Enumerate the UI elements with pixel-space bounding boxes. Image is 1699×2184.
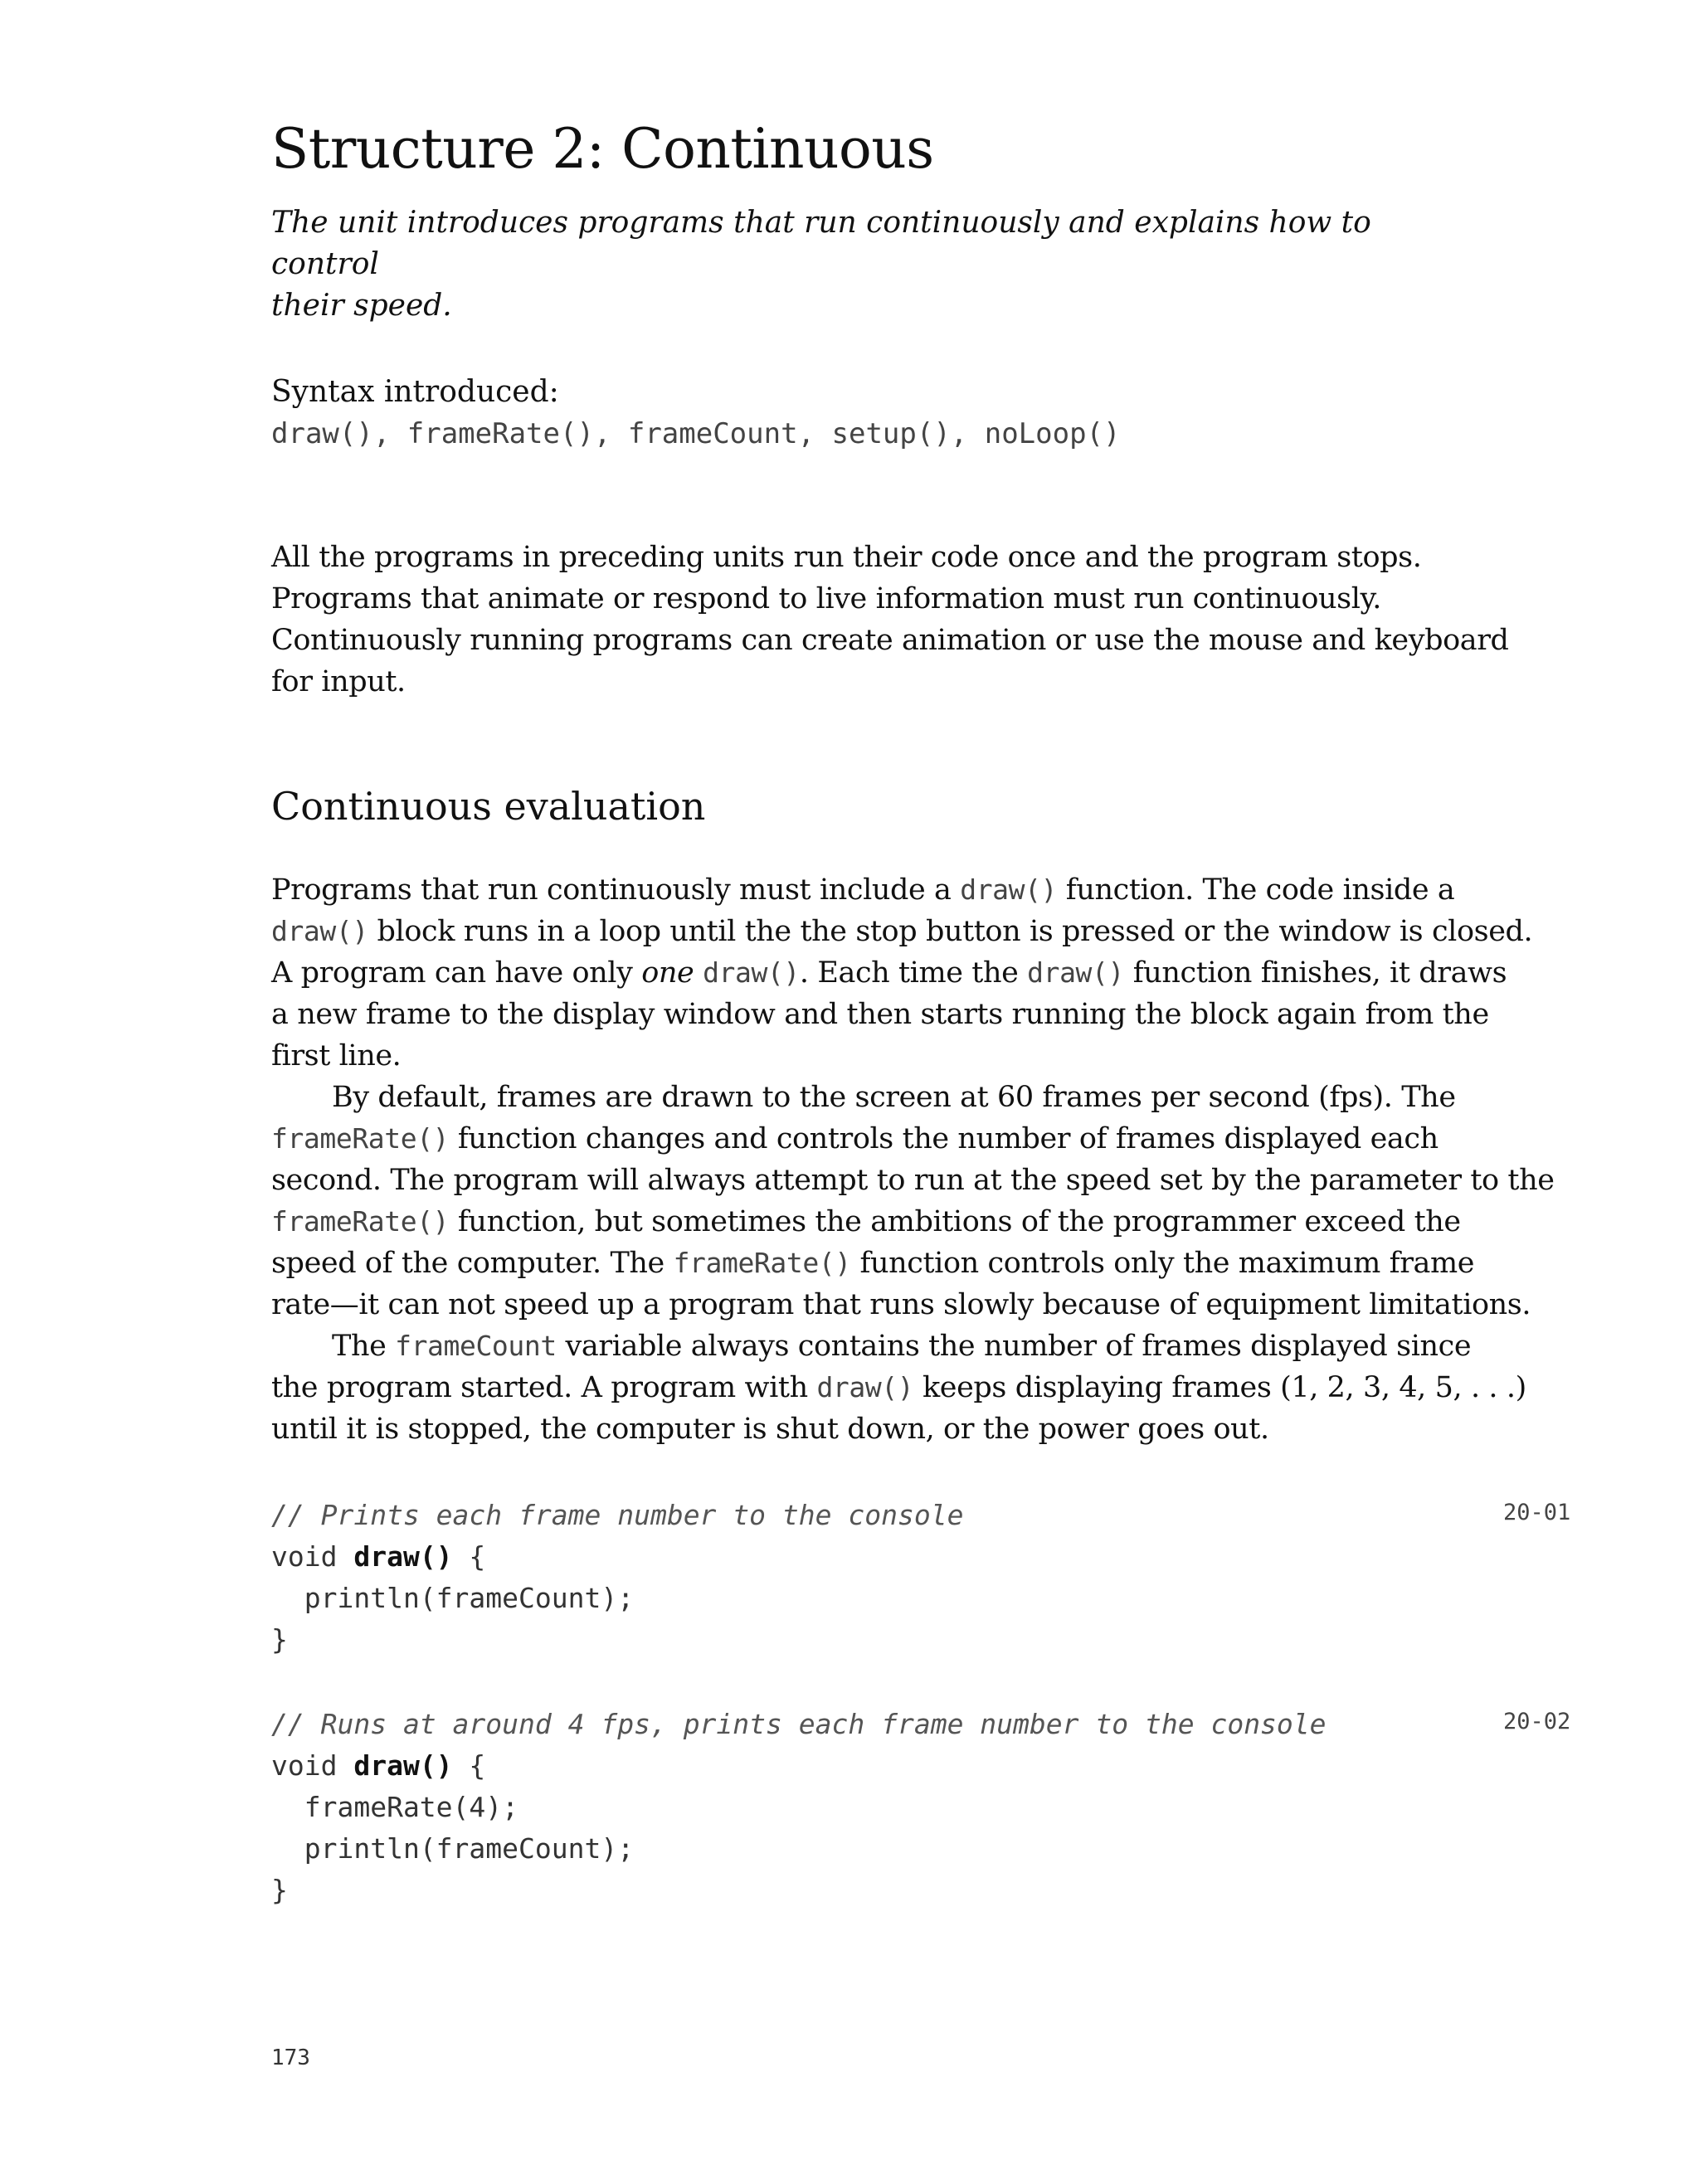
inline-code: frameRate() bbox=[271, 1205, 450, 1238]
listing-number: 20-01 bbox=[1503, 1500, 1571, 1525]
code-line: } bbox=[271, 1874, 288, 1906]
intro-line: their speed. bbox=[271, 289, 452, 323]
inline-code: frameRate() bbox=[673, 1247, 851, 1279]
text-line: By default, frames are drawn to the screen at 60 frames per second (fps). The bbox=[332, 1081, 1456, 1114]
unit-intro bbox=[271, 202, 1433, 327]
text-line: a new frame to the display window and then starts running the block again from the bbox=[271, 998, 1489, 1031]
text-line: A program can have only one draw(). Each time the draw() function finishes, it draws bbox=[271, 956, 1507, 990]
code-line: println(frameCount); bbox=[271, 1582, 635, 1614]
text-line: for input. bbox=[271, 665, 406, 698]
text-line: Programs that animate or respond to live information must run continuously. bbox=[271, 582, 1381, 615]
code-line: println(frameCount); bbox=[271, 1832, 635, 1865]
syntax-label: Syntax introduced: bbox=[271, 375, 559, 409]
code-line: void draw() { bbox=[271, 1540, 486, 1573]
text-line: draw() block runs in a loop until the the stop button is pressed or the window is closed. bbox=[271, 915, 1533, 948]
listing-number: 20-02 bbox=[1503, 1709, 1571, 1734]
text-line: until it is stopped, the computer is shut down, or the power goes out. bbox=[271, 1413, 1269, 1446]
text-line: speed of the computer. The frameRate() function controls only the maximum frame bbox=[271, 1247, 1475, 1280]
syntax-code: draw(), frameRate(), frameCount, setup(), noLoop() bbox=[271, 417, 1121, 450]
code-line: } bbox=[271, 1623, 288, 1656]
inline-code: draw() bbox=[703, 956, 800, 989]
page-number: 173 bbox=[271, 2045, 310, 2070]
intro-line: The unit introduces programs that run continuously and explains how to control bbox=[271, 206, 1371, 281]
text-line: first line. bbox=[271, 1039, 402, 1073]
text-line: frameRate() function changes and controls the number of frames displayed each bbox=[271, 1122, 1439, 1155]
text-line: Programs that run continuously must include a draw() function. The code inside a bbox=[271, 873, 1455, 907]
text-line: second. The program will always attempt to run at the speed set by the parameter to the bbox=[271, 1164, 1555, 1197]
code-line: void draw() { bbox=[271, 1749, 486, 1782]
text-line: rate—it can not speed up a program that runs slowly because of equipment limitations. bbox=[271, 1288, 1531, 1321]
text-line: frameRate() function, but sometimes the ambitions of the programmer exceed the bbox=[271, 1205, 1461, 1238]
text-line: the program started. A program with draw() keeps displaying frames (1, 2, 3, 4, 5, . . .) bbox=[271, 1371, 1526, 1404]
text-line: The frameCount variable always contains the number of frames displayed since bbox=[332, 1330, 1472, 1363]
inline-code: draw() bbox=[271, 915, 368, 947]
text-line: All the programs in preceding units run their code once and the program stops. bbox=[271, 541, 1422, 574]
section-heading: Continuous evaluation bbox=[271, 784, 706, 829]
page-title: Structure 2: Continuous bbox=[271, 117, 934, 181]
inline-code: draw() bbox=[816, 1371, 914, 1403]
code-comment: // Runs at around 4 fps, prints each frame number to the console bbox=[271, 1708, 1327, 1740]
inline-code: draw() bbox=[960, 873, 1058, 906]
code-comment: // Prints each frame number to the console bbox=[271, 1499, 964, 1531]
text-line: Continuously running programs can create animation or use the mouse and keyboard bbox=[271, 624, 1509, 657]
inline-code: frameRate() bbox=[271, 1122, 450, 1155]
inline-code: frameCount bbox=[395, 1330, 557, 1362]
inline-code: draw() bbox=[1027, 956, 1124, 989]
code-line: frameRate(4); bbox=[271, 1791, 519, 1823]
